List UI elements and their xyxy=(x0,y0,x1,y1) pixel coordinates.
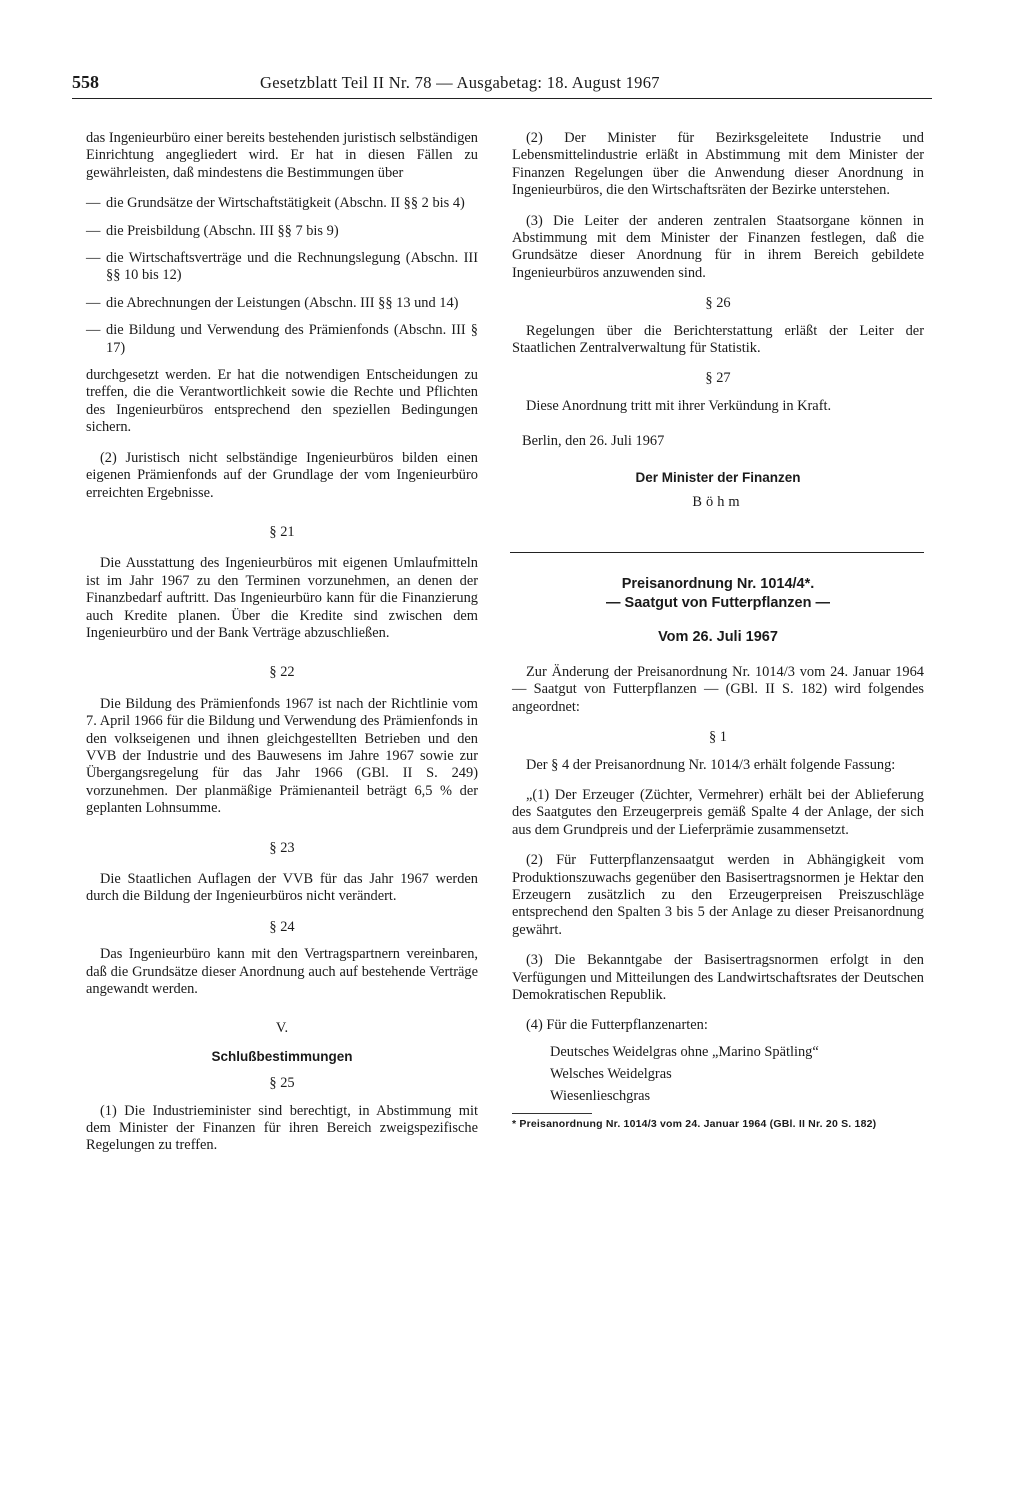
part-v-heading: V. xyxy=(275,1020,289,1037)
section-27-heading: § 27 xyxy=(705,370,731,387)
quoted-paragraph-3: (3) Die Bekanntgabe der Basisertragsnormen erfolgt in den Verfügungen und Mitteilungen des Landwirtschaftsrates der Deutschen Demokratischen Republik. xyxy=(512,952,924,1003)
paragraph-2: (2) Juristisch nicht selbständige Ingenieurbüros bilden einen eigenen Prämienfonds auf der Grundlage der vom Ingenieurbüro erreichten Ergebnisse. xyxy=(86,449,478,501)
quoted-paragraph-1: „(1) Der Erzeuger (Züchter, Vermehrer) erhält bei der Ablieferung des Saatgutes den Erzeugerpreis gemäß Spalte 4 der Anlage, der sich aus dem Grundpreis und der Lieferprämie zusammensetzt. xyxy=(512,786,924,838)
section-25-paragraph-3: (3) Die Leiter der anderen zentralen Staatsorgane können in Abstimmung mit dem Minister der Finanzen festlegen, daß die Grundsätze dieser Anordnung für in ihrem Bereich gebildete Ingenieurbüros anzuwenden sind. xyxy=(512,212,924,281)
section-1-text: Der § 4 der Preisanordnung Nr. 1014/3 erhält folgende Fassung: xyxy=(526,756,896,773)
section-23-text: Die Staatlichen Auflagen der VVB für das Jahr 1967 werden durch die Bildung der Ingenieurbüros nicht verändert. xyxy=(86,871,478,905)
section-25-paragraph-1: (1) Die Industrieminister sind berechtigt, in Abstimmung mit dem Minister der Finanzen für ihren Bereich zweigspezifische Regelungen zu treffen. xyxy=(86,1102,478,1154)
signer-title: Der Minister der Finanzen xyxy=(635,469,801,485)
section-divider xyxy=(510,552,924,553)
list-item: — die Bildung und Verwendung des Prämienfonds (Abschn. III § 17) xyxy=(86,322,478,356)
section-22-text: Die Bildung des Prämienfonds 1967 ist nach der Richtlinie vom 7. April 1966 für die Bildung und Verwendung des Prämienfonds in den volkseigenen und ihnen gleichgestellten Betrieben und den VVB der Industrie und des Bauwesens im Jahre 1967 sowie zur Übergangsregelung für das Jahr 1966 (GBl. II S. 249) vorzunehmen. Der planmäßige Prämienanteil beträgt 6,5 % der geplanten Lohnsumme. xyxy=(86,695,478,817)
section-1-heading: § 1 xyxy=(709,729,727,746)
header-title: Gesetzblatt Teil II Nr. 78 — Ausgabetag: 18. August 1967 xyxy=(260,73,660,92)
list-item: Wiesenlieschgras xyxy=(550,1087,651,1104)
list-item: — die Wirtschaftsverträge und die Rechnungslegung (Abschn. III §§ 10 bis 12) xyxy=(86,250,478,284)
species-list xyxy=(550,1041,924,1107)
quoted-paragraph-4: (4) Für die Futterpflanzenarten: xyxy=(526,1017,708,1034)
section-24-text: Das Ingenieurbüro kann mit den Vertragspartnern vereinbaren, daß die Grundsätze dieser Anordnung auch auf bestehende Verträge angewandt werden. xyxy=(86,946,478,998)
section-23-heading: § 23 xyxy=(269,839,295,856)
decree-preamble: Zur Änderung der Preisanordnung Nr. 1014/3 vom 24. Januar 1964 — Saatgut von Futterpflanzen — (GBl. II S. 182) wird folgendes angeordnet: xyxy=(512,663,924,715)
section-25-heading: § 25 xyxy=(269,1075,295,1092)
section-21-heading: § 21 xyxy=(269,523,295,540)
page-header xyxy=(72,72,932,99)
footnote-rule xyxy=(512,1113,592,1114)
list-item: — die Grundsätze der Wirtschaftstätigkeit (Abschn. II §§ 2 bis 4) xyxy=(86,195,465,212)
signer-name: Böhm xyxy=(692,494,744,511)
section-22-heading: § 22 xyxy=(269,664,295,681)
right-column xyxy=(512,130,924,1131)
section-24-heading: § 24 xyxy=(269,918,295,935)
list-item: Welsches Weidelgras xyxy=(550,1065,672,1082)
decree-subtitle: — Saatgut von Futterpflanzen — xyxy=(606,594,830,611)
list-item: — die Abrechnungen der Leistungen (Abschn. III §§ 13 und 14) xyxy=(86,294,459,311)
decree-title: Preisanordnung Nr. 1014/4*. xyxy=(621,575,815,592)
page-number: 558 xyxy=(72,72,99,92)
list-item: Deutsches Weidelgras ohne „Marino Spätling“ xyxy=(550,1043,819,1060)
final-provisions-heading: Schlußbestimmungen xyxy=(211,1048,353,1064)
section-26-text: Regelungen über die Berichterstattung erläßt der Leiter der Staatlichen Zentralverwaltung für Statistik. xyxy=(512,322,924,357)
section-26-heading: § 26 xyxy=(705,295,731,312)
after-list-paragraph: durchgesetzt werden. Er hat die notwendigen Entscheidungen zu treffen, die die Verantwortlichkeit sowie die Rechte und Pflichten des Ingenieurbüros entsprechend den speziellen Bedingungen sichern. xyxy=(86,367,478,436)
left-column xyxy=(86,130,478,1168)
section-21-text: Die Ausstattung des Ingenieurbüros mit eigenen Umlaufmitteln ist im Jahr 1967 zu den Terminen vorzunehmen, an denen der Finanzbedarf auftritt. Das Ingenieurbüro kann für die Finanzierung auch Kredite planen. Über die Kredite sind zwischen dem Ingenieurbüro und der Bank Verträge abzuschließen. xyxy=(86,555,478,641)
quoted-paragraph-2: (2) Für Futterpflanzensaatgut werden in Abhängigkeit vom Produktionszuwachs gegenüber den Basisertragsnormen je Hektar den Erzeugern zusätzlich zu den Erzeugerpreisen Preiszuschläge entsprechend den Spalten 3 bis 5 der Anlage zu dieser Preisanordnung gewährt. xyxy=(512,852,924,938)
section-25-paragraph-2: (2) Der Minister für Bezirksgeleitete Industrie und Lebensmittelindustrie erläßt in Abstimmung mit dem Minister der Finanzen Regelungen über die Anwendung dieser Anordnung in Ingenieurbüros, die den Wirtschaftsräten der Bezirke unterstehen. xyxy=(512,130,924,199)
list-item: — die Preisbildung (Abschn. III §§ 7 bis 9) xyxy=(86,222,339,239)
decree-date: Vom 26. Juli 1967 xyxy=(658,628,778,645)
footnote: * Preisanordnung Nr. 1014/3 vom 24. Januar 1964 (GBl. II Nr. 20 S. 182) xyxy=(512,1117,877,1130)
provisions-list xyxy=(86,195,478,357)
section-27-text: Diese Anordnung tritt mit ihrer Verkündung in Kraft. xyxy=(526,397,832,414)
intro-paragraph: das Ingenieurbüro einer bereits bestehenden juristisch selbständigen Einrichtung angegliedert wird. Er hat in diesen Fällen zu gewährleisten, daß mindestens die Bestimmungen über xyxy=(86,130,478,181)
place-and-date: Berlin, den 26. Juli 1967 xyxy=(522,433,665,450)
